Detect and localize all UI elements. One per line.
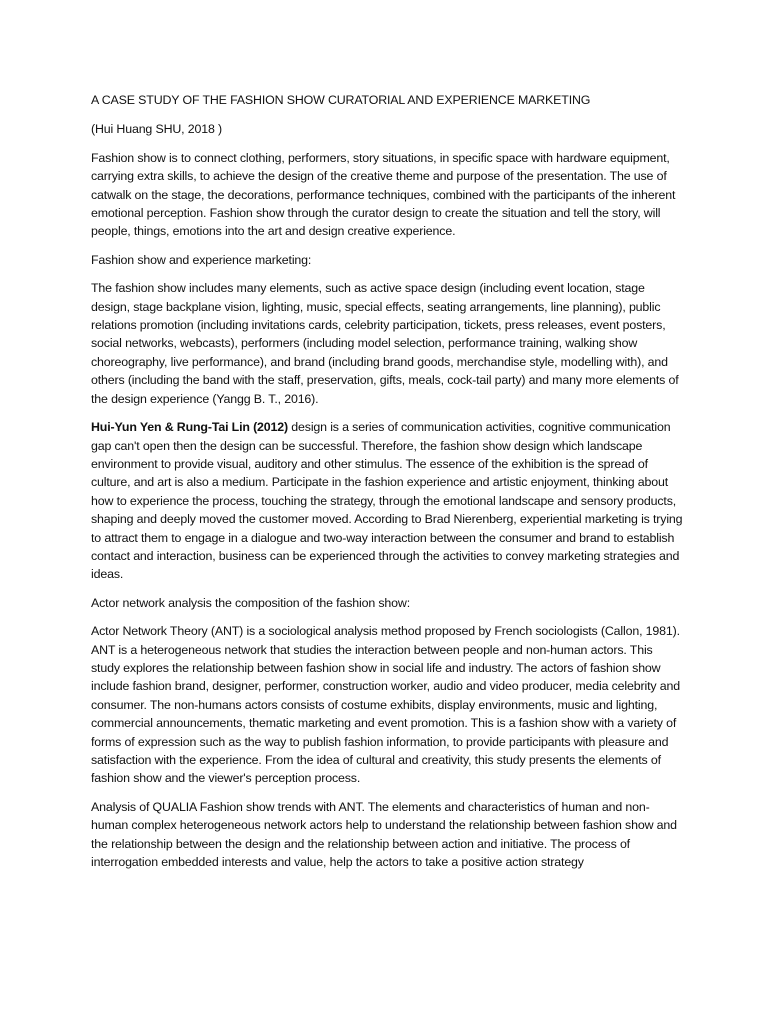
paragraph-intro: Fashion show is to connect clothing, performers, story situations, in specific space with hardware equipment, carrying extra skills, to achieve the design of the creative theme and purpose of the presentation. The use of catwalk on the stage, the decorations, performance techniques, combined with the participants of the inherent emotional perception. Fashion show through the curator design to create the situation and tell the story, will people, things, emotions into the art and design creative experience. — [91, 150, 676, 239]
paragraph-ant: Actor Network Theory (ANT) is a sociological analysis method proposed by French sociologists (Callon, 1981). ANT is a heterogeneous network that studies the interaction between people and non-human actors. This study explores the relationship between fashion show in social life and industry. The actors of fashion show include fashion brand, designer, performer, construction worker, audio and video producer, media celebrity and consumer. The non-humans actors consists of costume exhibits, display environments, music and lighting, commercial announcements, thematic marketing and event promotion. This is a fashion show with a variety of forms of expression such as the way to publish fashion information, to provide participants with pleasure and satisfaction with the experience. From the idea of cultural and creativity, this study presents the elements of fashion show and the viewer's perception process. — [91, 624, 680, 786]
paragraph-communication-text: design is a series of communication activities, cognitive communication gap can't open then the design can be successful. Therefore, the fashion show design which landscape environment to provide visual, auditory and other stimulus. The essence of the exhibition is the spread of culture, and art is also a medium. Participate in the fashion experience and artistic enjoyment, thinking about how to experience the process, touching the strategy, through the emotional landscape and sensory products, shaping and deeply moved the customer moved. According to Brad Nierenberg, experiential marketing is trying to attract them to engage in a dialogue and two-way interaction between the consumer and brand to establish contact and interaction, business can be experienced through the activities to convey marketing strategies and ideas. — [91, 420, 683, 582]
paragraph-qualia: Analysis of QUALIA Fashion show trends with ANT. The elements and characteristics of human and non-human complex heterogeneous network actors help to understand the relationship between fashion show and the relationship between the design and the relationship between action and initiative. The process of interrogation embedded interests and value, help the actors to take a positive action strategy — [91, 799, 677, 870]
section-heading-experience-marketing: Fashion show and experience marketing: — [91, 252, 312, 267]
citation-yen-lin: Hui-Yun Yen & Rung-Tai Lin (2012) — [91, 420, 288, 435]
document-byline: (Hui Huang SHU, 2018 ) — [91, 122, 222, 137]
paragraph-elements: The fashion show includes many elements, such as active space design (including event location, stage design, stage backplane vision, lighting, music, special effects, seating arrangements, line planning), public relations promotion (including invitations cards, celebrity participation, tickets, press releases, event posters, social networks, webcasts), performers (including model selection, performance training, walking show choreography, live performance), and brand (including brand goods, merchandise style, modelling with), and others (including the band with the staff, preservation, gifts, meals, cock-tail party) and many more elements of the design experience (Yangg B. T., 2016). — [91, 281, 679, 406]
document-title: A CASE STUDY OF THE FASHION SHOW CURATORIAL AND EXPERIENCE MARKETING — [91, 93, 591, 107]
paragraph-communication — [91, 418, 683, 584]
document-page — [91, 91, 683, 881]
section-heading-actor-network: Actor network analysis the composition of the fashion show: — [91, 595, 410, 610]
